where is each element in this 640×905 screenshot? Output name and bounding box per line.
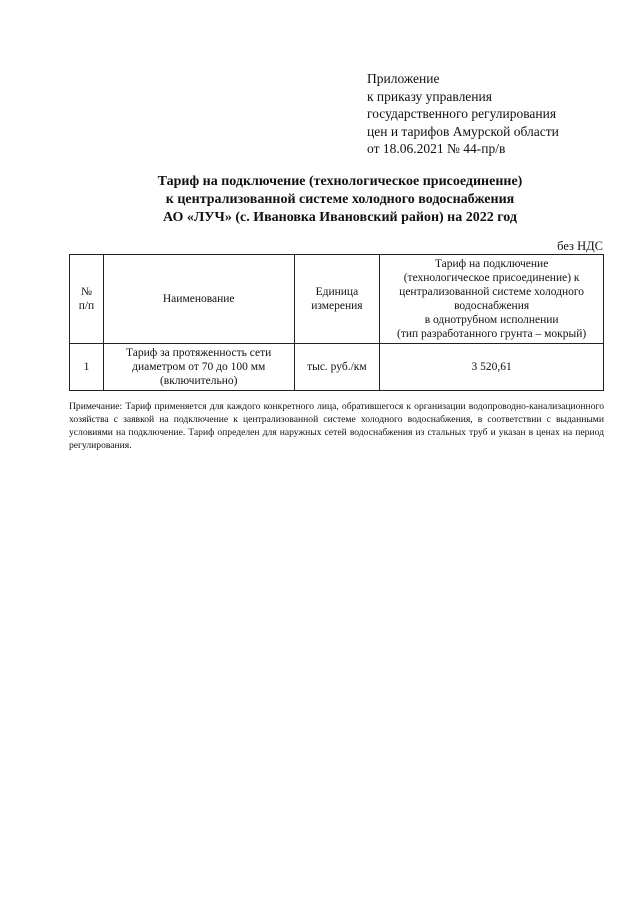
header-tariff-line: Тариф на подключение bbox=[434, 258, 549, 270]
header-num bbox=[70, 255, 104, 344]
title-line: Тариф на подключение (технологическое присоединенне) bbox=[157, 174, 523, 189]
appendix-block bbox=[367, 70, 627, 158]
header-name bbox=[103, 255, 294, 344]
appendix-line: государственного регулирования bbox=[367, 106, 557, 121]
row-num: 1 bbox=[70, 344, 104, 391]
appendix-line: к приказу управления bbox=[367, 88, 492, 104]
header-tariff-line: водоснабжения bbox=[454, 300, 530, 312]
header-name-line: Наименование bbox=[162, 293, 235, 305]
footnote: Примечание: Тариф применяется для каждого конкретного лица, обратившегося к организации водопроводно-канализационного хозяйства с заявкой на подключение к централизованной системе холодного водоснабжения, в соответствии с выданными условиями на подключение. Тариф определен для наружных сетей водоснабжения из стальных труб и указан в ценах на период регулирования. bbox=[69, 401, 604, 452]
appendix-line: Приложение bbox=[367, 71, 440, 86]
table-header-row bbox=[70, 255, 604, 344]
header-tariff-line: (технологическое присоединение) к bbox=[403, 272, 580, 284]
title-line: к централизованной системе холодного водоснабжения bbox=[165, 192, 515, 207]
header-tariff bbox=[380, 255, 604, 344]
document-title bbox=[60, 173, 620, 227]
vat-note: без НДС bbox=[557, 239, 603, 253]
header-unit bbox=[294, 255, 380, 344]
row-value: 3 520,61 bbox=[380, 344, 604, 391]
appendix-line: от 18.06.2021 № 44-пр/в bbox=[367, 141, 506, 156]
row-unit: тыс. руб./км bbox=[294, 344, 380, 391]
header-tariff-line: централизованной системе холодного bbox=[399, 286, 585, 298]
header-num-line: п/п bbox=[78, 300, 95, 312]
row-name-line: Тариф за протяженность сети bbox=[126, 347, 272, 359]
header-unit-line: измерения bbox=[311, 300, 363, 312]
title-line: АО «ЛУЧ» (с. Ивановка Ивановский район) на 2022 год bbox=[163, 210, 517, 225]
row-name-line: диаметром от 70 до 100 мм bbox=[132, 361, 266, 373]
row-name-line: (включительно) bbox=[159, 375, 238, 387]
tariff-table bbox=[69, 254, 604, 391]
header-unit-line: Единица bbox=[315, 286, 359, 298]
header-num-line: № bbox=[80, 286, 92, 298]
row-name bbox=[103, 344, 294, 391]
header-tariff-line: (тип разработанного грунта – мокрый) bbox=[397, 328, 587, 340]
appendix-line: цен и тарифов Амурской области bbox=[367, 123, 559, 139]
header-tariff-line: в однотрубном исполнении bbox=[424, 314, 559, 326]
table-row bbox=[70, 344, 604, 391]
